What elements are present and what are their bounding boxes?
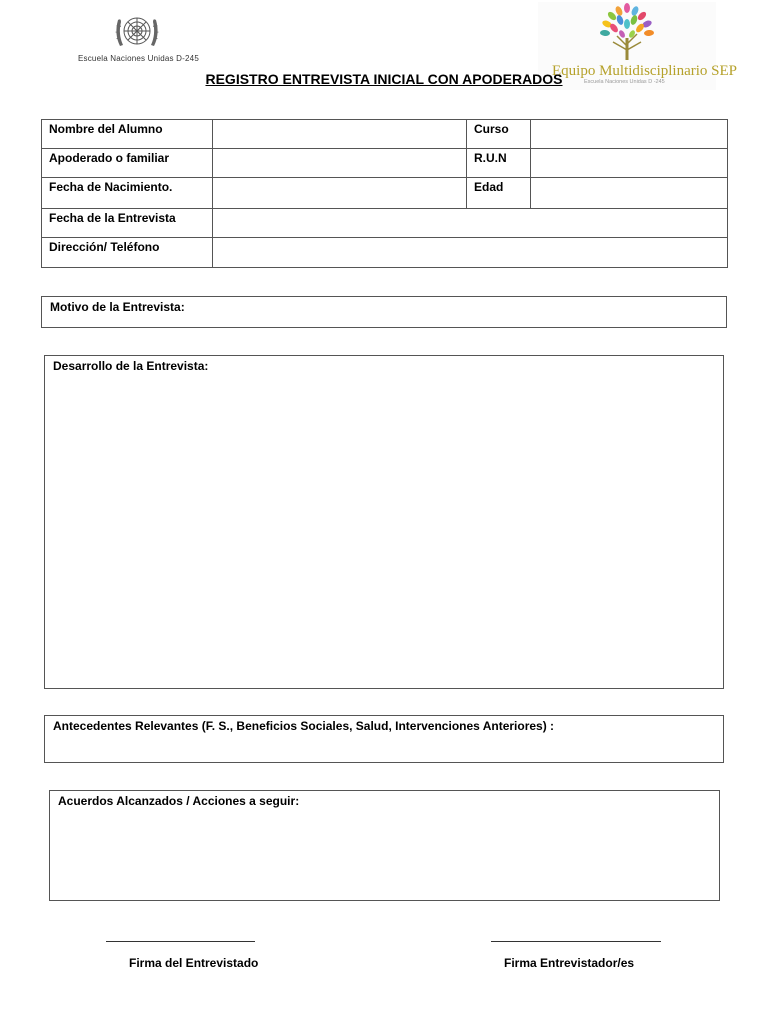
address-phone-label: Dirección/ Teléfono — [42, 238, 213, 268]
sep-logo-subtitle: Escuela Naciones Unidas D -245 — [584, 79, 665, 85]
student-info-table — [41, 119, 728, 268]
interview-date-field[interactable] — [213, 209, 728, 238]
development-box[interactable] — [44, 355, 724, 689]
interviewer-signature-label: Firma Entrevistador/es — [504, 956, 635, 970]
interview-date-label: Fecha de la Entrevista — [42, 209, 213, 238]
course-field[interactable] — [531, 120, 728, 149]
motive-label: Motivo de la Entrevista: — [50, 300, 185, 314]
course-label: Curso — [467, 120, 531, 149]
table-row — [42, 120, 728, 149]
table-row — [42, 178, 728, 209]
motive-box[interactable] — [41, 296, 727, 328]
address-phone-field[interactable] — [213, 238, 728, 268]
document-title: REGISTRO ENTREVISTA INICIAL CON APODERADOS — [205, 71, 563, 87]
age-field[interactable] — [531, 178, 728, 209]
guardian-field[interactable] — [213, 149, 467, 178]
background-label: Antecedentes Relevantes (F. S., Beneficios Sociales, Salud, Intervenciones Anteriores) : — [53, 719, 555, 733]
interviewee-signature-line[interactable] — [106, 941, 255, 942]
run-label: R.U.N — [467, 149, 531, 178]
un-emblem-icon — [108, 10, 166, 56]
birthdate-label: Fecha de Nacimiento. — [42, 178, 213, 209]
agreements-label: Acuerdos Alcanzados / Acciones a seguir: — [58, 794, 300, 808]
student-name-label: Nombre del Alumno — [42, 120, 213, 149]
sep-logo-title: Equipo Multidisciplinario SEP — [552, 63, 738, 79]
development-label: Desarrollo de la Entrevista: — [53, 359, 209, 373]
birthdate-field[interactable] — [213, 178, 467, 209]
student-name-field[interactable] — [213, 120, 467, 149]
guardian-label: Apoderado o familiar — [42, 149, 213, 178]
school-name: Escuela Naciones Unidas D-245 — [78, 54, 199, 63]
table-row — [42, 238, 728, 268]
interviewer-signature-line[interactable] — [491, 941, 661, 942]
age-label: Edad — [467, 178, 531, 209]
agreements-box[interactable] — [49, 790, 720, 901]
background-box[interactable] — [44, 715, 724, 763]
interviewee-signature-label: Firma del Entrevistado — [129, 956, 259, 970]
table-row — [42, 209, 728, 238]
run-field[interactable] — [531, 149, 728, 178]
table-row — [42, 149, 728, 178]
